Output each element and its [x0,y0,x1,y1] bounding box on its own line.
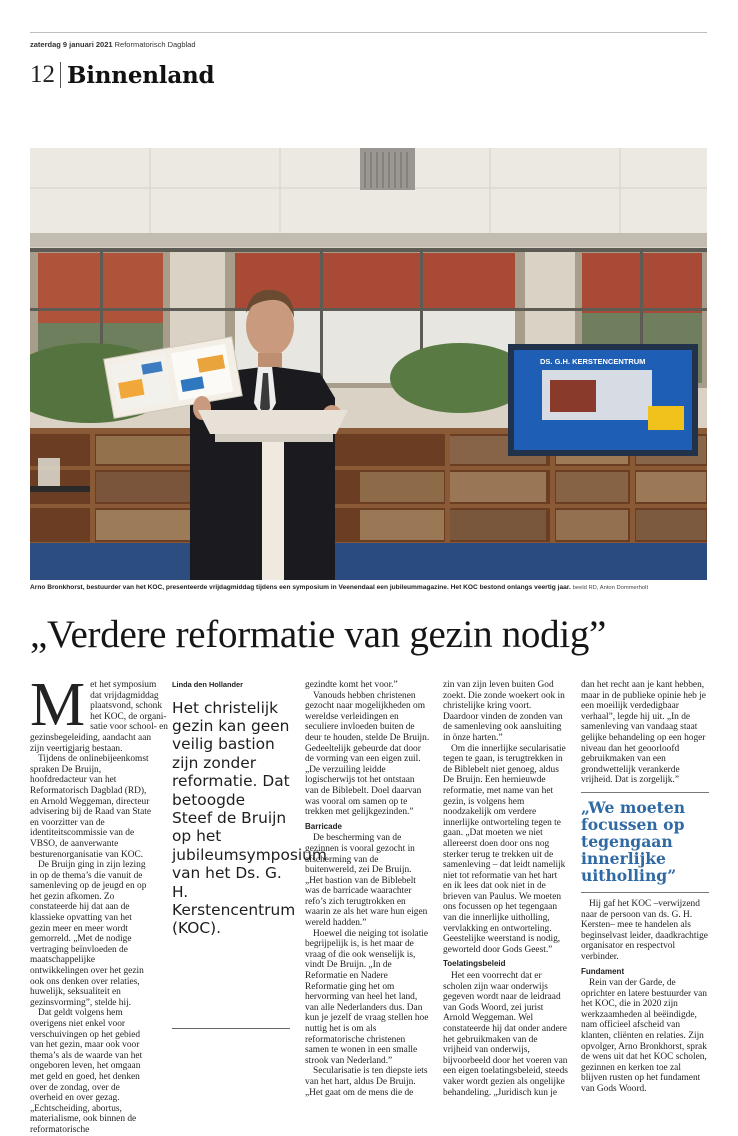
paragraph: Vanouds hebben christenen gezocht naar mogelijkheden om wereldse verleidingen en seculiere invloeden buiten de deur te houden, stelde De Bruijn. Gedeeltelijk gebeurde dat door de vorming van een eigen zuil. „De verzuiling leidde logischerwijs tot het ontstaan van de Biblebelt. Doel daarvan was vooral om samen op te trekken met gelijkgezinden.” [305,690,430,818]
paragraph: De bescherming van de gezinnen is vooral gezocht in afscherming van de buitenwereld, zei De Bruijn. „Het bastion van de Biblebelt was de barricade waarachter refo’s zich terugtrokken en waarin ze als het ware hun eigen wereld hadden.” [305,833,428,929]
intro-rule [172,1028,290,1029]
subheading: Toelatingsbeleid [443,959,506,969]
lead-line: satie voor school- en [90,722,168,733]
article-column-1 [30,671,168,1136]
lead-line: het KOC, de organi- [90,711,167,722]
section-title: Binnenland [67,61,215,89]
byline: Linda den Hollander [172,680,244,689]
page-header [30,58,214,92]
subheading: Fundament [581,966,625,976]
paragraph: Secularisatie is ten diepste iets van het hart, aldus De Bruijn. „Het gaat om de mens die de [305,1066,428,1098]
pull-quote: „We moeten focussen op tegengaan innerlijke uitholling” [581,797,686,885]
photo-credit: beeld RD, Anton Dommerholt [572,585,649,591]
page-number-separator [60,62,61,88]
headline: „Verdere reformatie van gezin nodig” [30,613,607,656]
paragraph: Hoewel die neiging tot isolatie begrijpelijk is, is het maar de vraag of die ook wenselijk is, vindt De Bruijn. „In de Reformatie en Nadere Reformatie ging het om hervorming van heel het land, van alle Nederlanders dus. Dan kun je jezelf de vraag stellen hoe nuttig het is om als reformatorische christenen samen te wonen in een smalle strook van Nederland.” [305,928,429,1066]
paragraph: Rein van der Garde, de oprichter en latere bestuurder van het KOC, die in 2020 zijn werkzaamheden al beëindigde, nam officieel afscheid van klanten, cliënten en relaties. Zijn opvolger, Arno Bronkhorst, sprak de wens uit dat het KOC scholen, gezinnen en kerken toe zal blijven rusten op het fundament van Gods Woord. [581,978,707,1095]
paragraph: Dat geldt volgens hem overigens niet enkel voor verschuivingen op het gebied van het gezin, maar ook voor thema’s als de waarde van het ongeboren leven, het omgaan met geld en goed, het denken over de zondag, over de overheid en over gezag. „Echtscheiding, abortus, materialisme, ook binnen de reformatorische [30,1008,143,1135]
paragraph: Om die innerlijke secularisatie tegen te gaan, is terugtrekken in de Biblebelt niet genoeg, aldus De Bruijn. Een hernieuwde reformatie, met name van het gezin, is volgens hem noodzakelijk om verdere innerlijke ontworteling tegen te gaan. „Dat moeten we niet allereerst doen door ons nog sterker terug te trekken uit de samenleving – dat leidt namelijk niet tot reformatie van het hart en ik lees dat ook niet in de brieven van Paulus. We moeten ons focussen op het tegengaan van die innerlijke uitholling, vervlakking en ontworteling. Geestelijke weerstand is nodig, geworteld door Gods Geest.” [443,743,566,955]
article-column-3 [305,680,430,1098]
paragraph: Tijdens de onlinebijeenkomst spraken De Bruijn, hoofdredacteur van het Reformatorisch Dagblad (RD), en Arnold Weggeman, directeur advisering bij de Raad van State en voorzitter van de identiteitscommissie van de VBSO, de aanverwante besturenorganisatie van KOC. [30,754,152,860]
article-column-4 [443,680,568,1098]
lead-line: dat vrijdagmiddag [90,690,159,701]
paragraph: zin van zijn leven buiten God zoekt. Die zonde woekert ook in christelijke kring voort. Daardoor vinden de zonden van de samenleving ook aansluiting in önze harten.” [443,680,565,743]
drop-cap: M [30,671,86,739]
page-number: 12 [30,61,55,88]
pullquote-rule-bottom [581,892,709,893]
caption-text: Arno Bronkhorst, bestuurder van het KOC, presenteerde vrijdagmiddag tijdens een symposium in Veenendaal een jubileummagazine. Het KOC bestond onlangs veertig jaar. [30,584,571,591]
paragraph: De Bruijn ging in zijn lezing in op de thema’s die vanuit de samenleving op de jeugd en op het gezin afkomen. Zo constateerde hij dat aan de klassieke opvatting van het gezin meer en meer wordt gemorreld. „Met de nodige vertraging beïnvloeden de maatschappelijke ontwikkelingen over het gezin ook ons denken over relaties, huwelijk, seksualiteit en gezinsvorming”, stelde hij. [30,860,147,1008]
lead-line: plaatsvond, schonk [90,701,163,712]
photo-illustration [30,148,707,580]
dateline [30,40,196,49]
subheading: Barricade [305,821,342,831]
screen-title: DS. G.H. KERSTENCENTRUM [540,357,646,366]
date: zaterdag 9 januari 2021 [30,40,113,49]
intro-text: Het christelijk gezin kan geen veilig bastion zijn zonder reformatie. Dat betoogde Steef de Bruijn op het jubileumsymposium van het Ds. G. H. Kerstencentrum (KOC). [172,698,327,938]
paragraph: gezinsbegeleiding, aandacht aan zijn veertigjarig bestaan. [30,732,152,754]
paragraph: dan het recht aan je kant hebben, maar in de publieke opinie heb je een moeilijk verdedigbaar verhaal”, legde hij uit. „In de samenleving van vandaag staat gelijke behandeling op een hoger niveau dan het geoorloofd gebruikmaken van een grondwettelijk verankerde vrijheid. Dat is zorgelijk.” [581,680,706,786]
paragraph: Het een voorrecht dat er scholen zijn waar onderwijs gegeven wordt naar de leidraad van Gods Woord, zei jurist Arnold Weggeman. Wel constateerde hij dat onder andere het gebruikmaken van de vrijheid van onderwijs, bijvoorbeeld door het voeren van een eigen toelatingsbeleid, steeds vaker wordt gezien als ongelijke behandeling. „Juridisch kun je [443,971,568,1098]
paragraph: gezindte komt het voor.” [305,680,398,690]
main-photo [30,148,707,580]
article-column-5 [581,680,709,1095]
paragraph: Hij gaf het KOC –verwijzend naar de persoon van ds. G. H. Kersten– mee te handelen als beginselvast leider, daadkrachtige organisator en respectvol verbinder. [581,898,708,962]
photo-caption [30,584,720,591]
lead-line: et het symposium [90,680,157,690]
paper-name: Reformatorisch Dagblad [114,40,196,49]
pullquote-rule-top [581,792,709,793]
header-rule [30,32,707,33]
